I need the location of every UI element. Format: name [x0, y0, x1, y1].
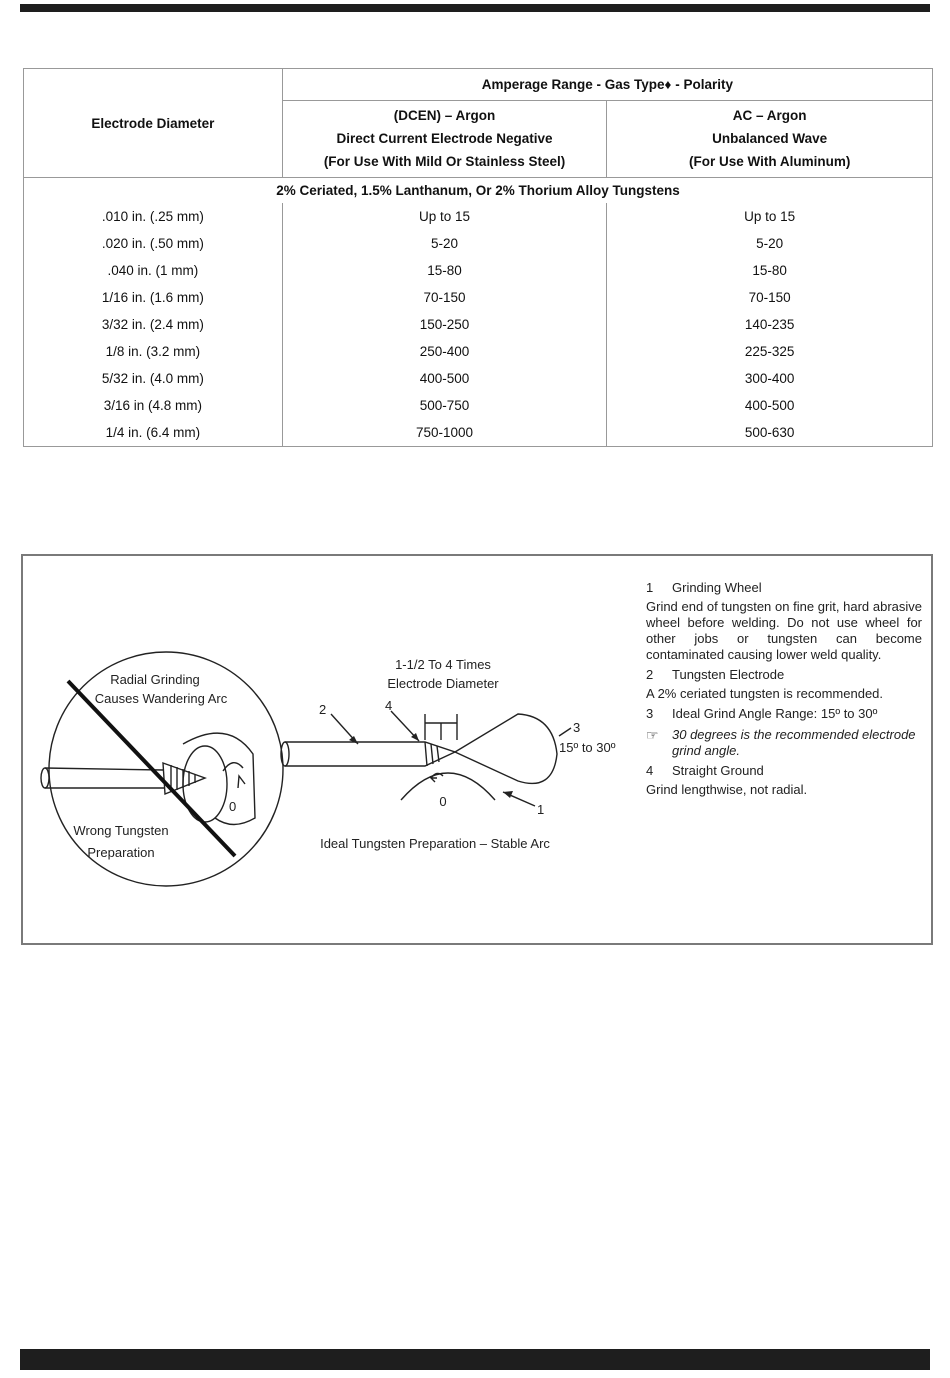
- table-row: .020 in. (.50 mm) 5-20 5-20: [24, 230, 933, 257]
- wrong-wheel-mark: 0: [229, 799, 237, 814]
- ideal-wheel-arc: [401, 773, 495, 800]
- angle-label: 15º to 30º: [559, 740, 616, 755]
- note-2-desc: A 2% ceriated tungsten is recommended.: [646, 686, 884, 701]
- wrong-electrode-rod: [45, 768, 165, 788]
- table-row: 1/16 in. (1.6 mm) 70-150 70-150: [24, 284, 933, 311]
- table-row: 1/4 in. (6.4 mm) 750-1000 500-630: [24, 419, 933, 447]
- length-dimension: [425, 714, 457, 740]
- electrode-diameter-header: Electrode Diameter: [24, 69, 283, 178]
- callout-2: 2: [319, 702, 327, 717]
- bottom-rule: [20, 1349, 930, 1370]
- wrong-label-3: Wrong Tungsten: [73, 823, 169, 838]
- callout-1: 1: [537, 802, 545, 817]
- top-rule: [20, 4, 930, 12]
- table-row: 3/16 in (4.8 mm) 500-750 400-500: [24, 392, 933, 419]
- dcen-argon-header: (DCEN) – Argon Direct Current Electrode Negative (For Use With Mild Or Stainless Steel): [282, 101, 607, 178]
- pointing-hand-icon: ☞: [646, 727, 659, 743]
- wrong-label-4: Preparation: [87, 845, 155, 860]
- tungsten-preparation-figure: [21, 554, 933, 945]
- length-label-2: Electrode Diameter: [387, 676, 499, 691]
- ideal-caption: Ideal Tungsten Preparation – Stable Arc: [320, 836, 550, 851]
- note-2-title: 2 Tungsten Electrode: [646, 667, 785, 682]
- callout-4: 4: [385, 698, 393, 713]
- ac-argon-header: AC – Argon Unbalanced Wave (For Use With Aluminum): [607, 101, 933, 178]
- figure-notes: [646, 576, 922, 798]
- note-3-title: 3 Ideal Grind Angle Range: 15º to 30º: [646, 706, 878, 721]
- note-1-desc: Grind end of tungsten on fine grit, hard abrasive wheel before welding. Do not use wheel for other jobs or tungsten can become contaminated causing lower weld quality.: [646, 599, 922, 662]
- note-4-desc: Grind lengthwise, not radial.: [646, 782, 808, 797]
- callout-3: 3: [573, 720, 581, 735]
- grind-angle-loop: [455, 714, 557, 783]
- table-row: .040 in. (1 mm) 15-80 15-80: [24, 257, 933, 284]
- ideal-electrode: [285, 742, 455, 766]
- note-1-title: 1 Grinding Wheel: [646, 580, 762, 595]
- table-row: .010 in. (.25 mm) Up to 15 Up to 15: [24, 203, 933, 230]
- wrong-label-1: Radial Grinding: [110, 672, 200, 687]
- amperage-table: [23, 68, 933, 447]
- amperage-range-header: Amperage Range - Gas Type♦ - Polarity: [282, 69, 932, 101]
- table-row: 3/32 in. (2.4 mm) 150-250 140-235: [24, 311, 933, 338]
- length-label-1: 1-1/2 To 4 Times: [395, 657, 491, 672]
- callout-3-leader: [559, 728, 571, 736]
- table-row: 1/8 in. (3.2 mm) 250-400 225-325: [24, 338, 933, 365]
- wrong-label-2: Causes Wandering Arc: [94, 691, 228, 706]
- note-4-title: 4 Straight Ground: [646, 763, 764, 778]
- tungsten-section-title: 2% Ceriated, 1.5% Lanthanum, Or 2% Thorium Alloy Tungstens: [24, 178, 933, 204]
- note-3-tip: ☞ 30 degrees is the recommended electrode grind angle.: [646, 727, 916, 758]
- table-row: 5/32 in. (4.0 mm) 400-500 300-400: [24, 365, 933, 392]
- ideal-wheel-mark: 0: [439, 794, 447, 809]
